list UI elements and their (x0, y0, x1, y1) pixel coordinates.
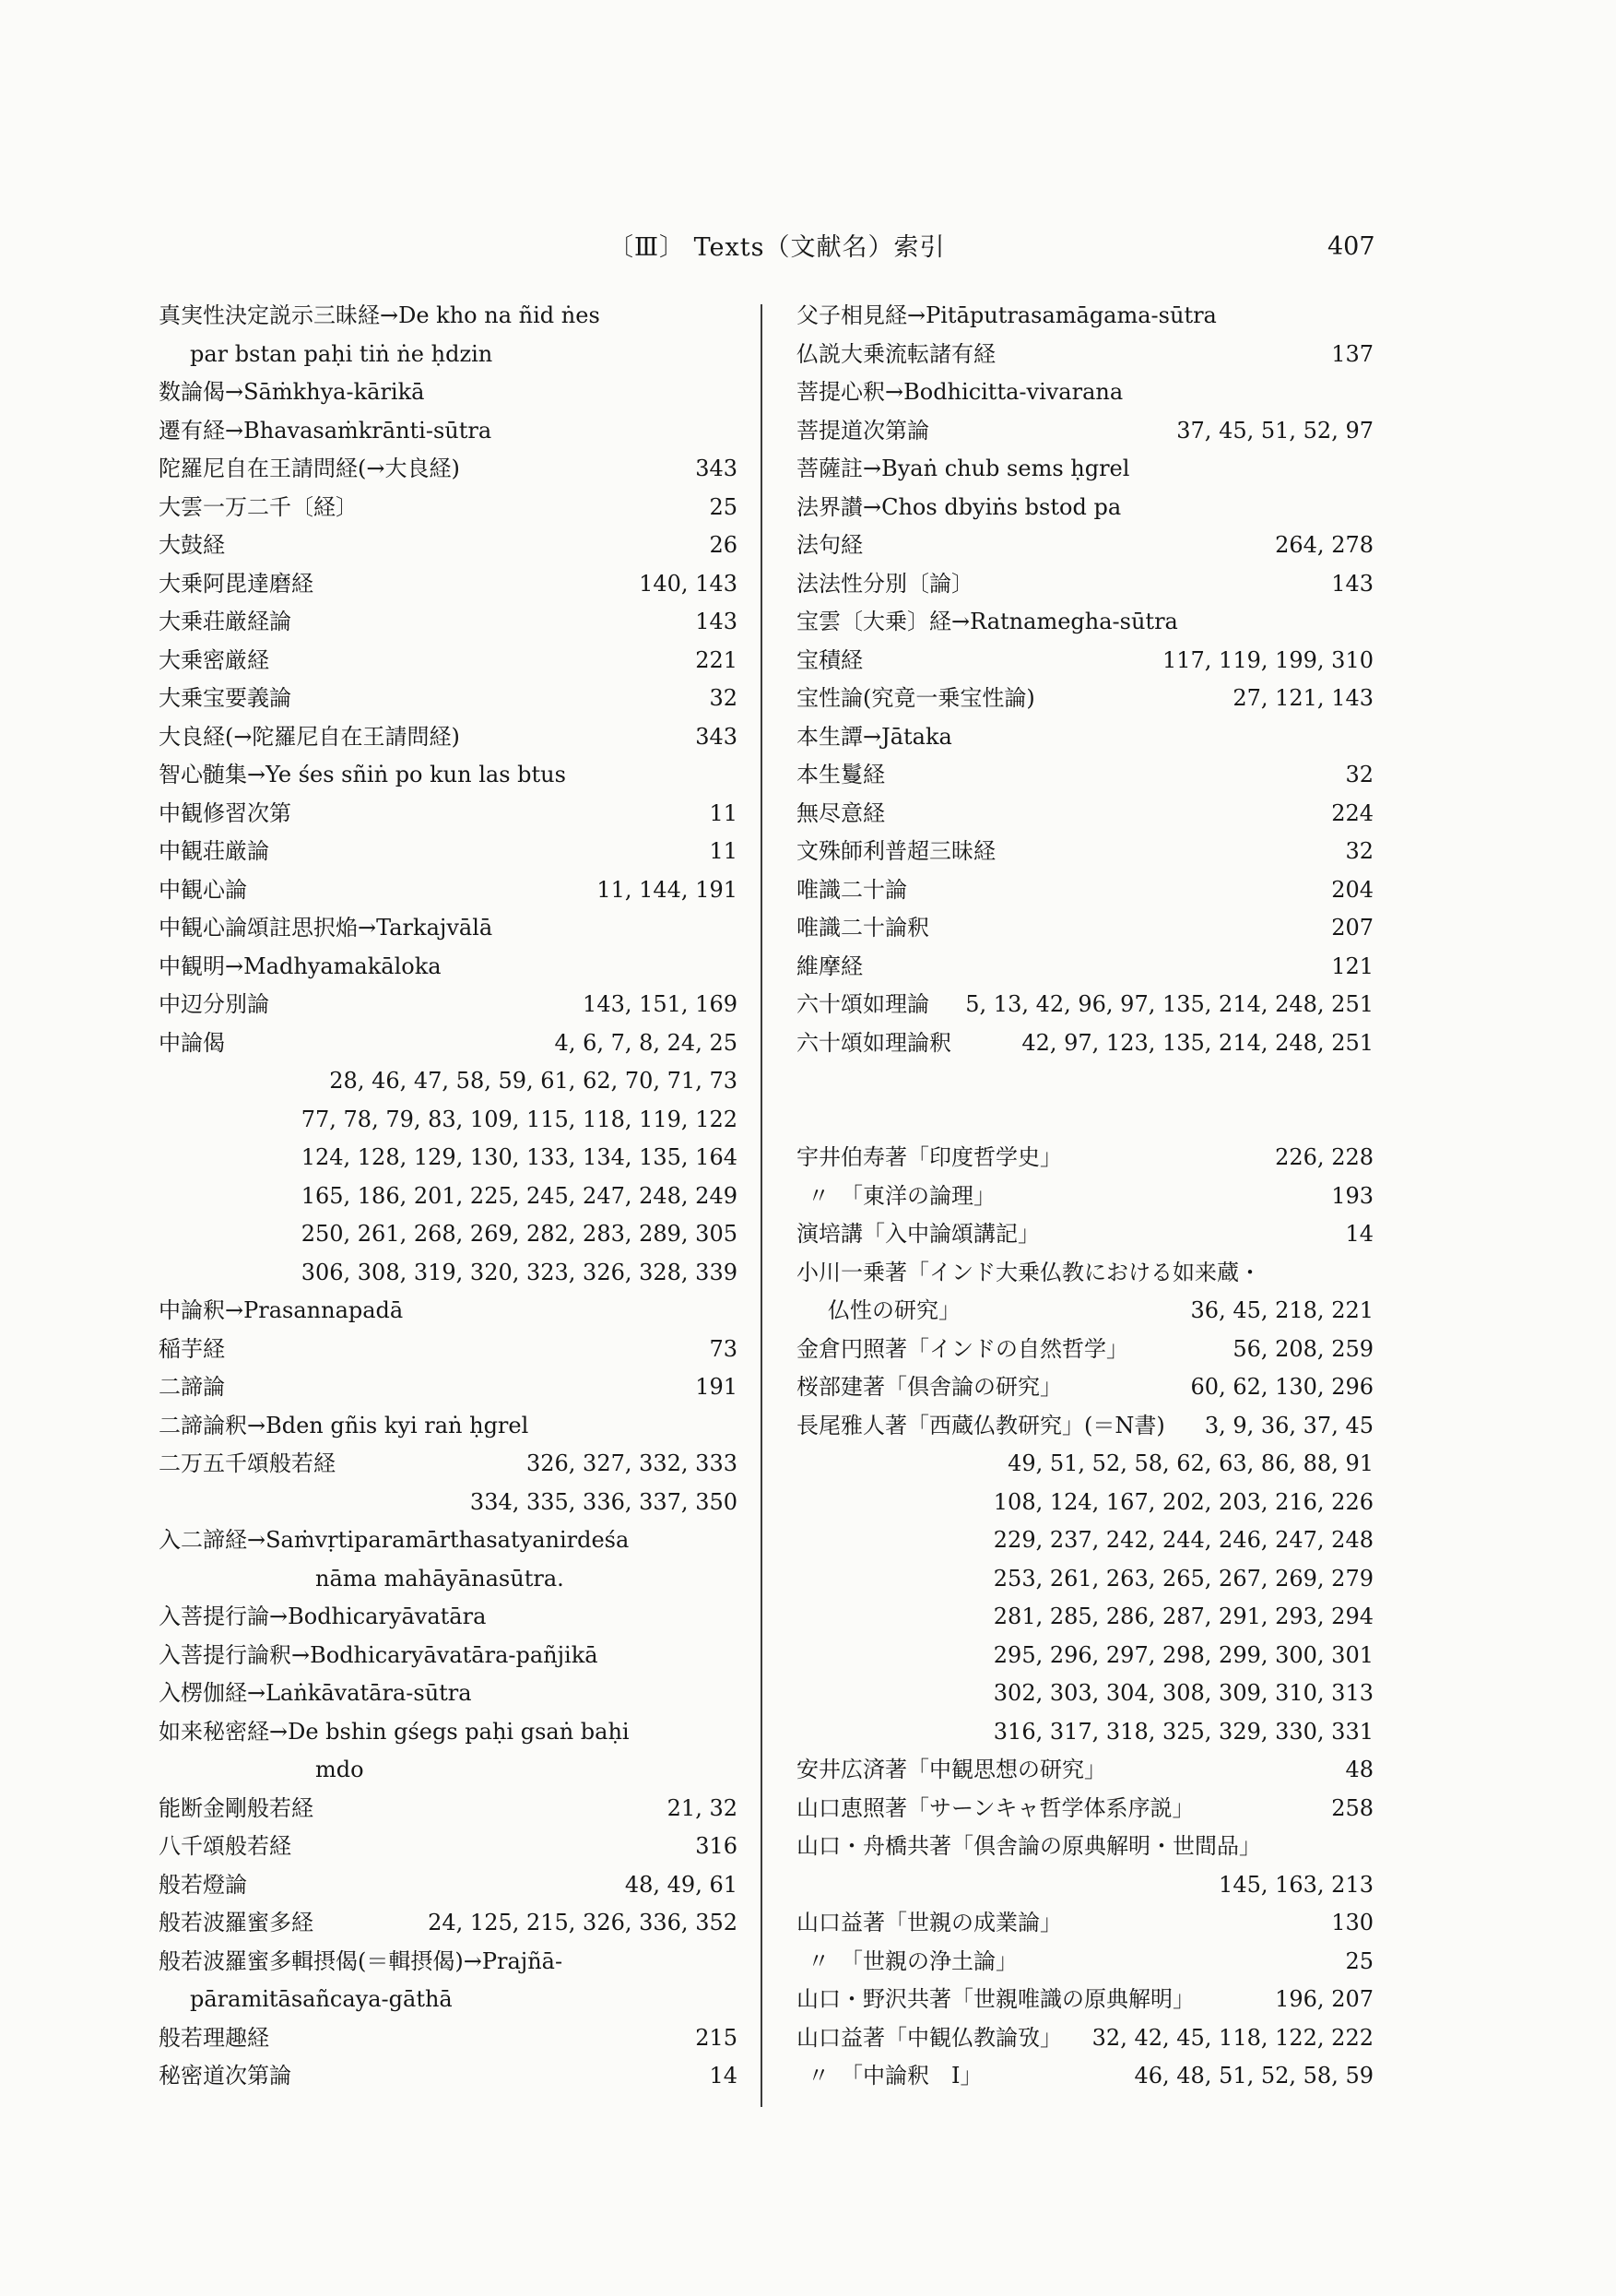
index-entry-title: 般若波羅蜜多輯摂偈(＝輯摂偈)→Prajñā- (159, 1947, 563, 1974)
index-entry-pages: 56, 208, 259 (1233, 1335, 1374, 1362)
index-entry (159, 756, 737, 795)
index-entry (796, 948, 1374, 987)
index-entry-title: 〃 「東洋の論理」 (808, 1182, 996, 1209)
index-entry (159, 948, 737, 987)
index-entry (796, 795, 1374, 834)
index-entry (159, 795, 737, 834)
index-entry-title: 中観荘厳論 (159, 838, 269, 864)
index-entry-title: 菩提道次第論 (796, 417, 929, 444)
index-entry-title: 般若理趣経 (159, 2024, 269, 2051)
index-entry-title: 宝性論(究竟一乗宝性論) (796, 685, 1035, 711)
index-entry-page-continuation: 145, 163, 213 (1219, 1871, 1374, 1898)
index-entry-title: 菩提心釈→Bodhicitta-vivarana (796, 379, 1124, 405)
index-entry (159, 833, 737, 871)
index-entry-page-continuation: 108, 124, 167, 202, 203, 216, 226 (993, 1488, 1374, 1515)
index-entry-title: 入菩提行論釈→Bodhicaryāvatāra-pañjikā (159, 1641, 598, 1668)
index-entry (159, 565, 737, 604)
index-entry (796, 1407, 1374, 1446)
index-entry-title: 六十頌如理論 (796, 991, 929, 1017)
index-entry-title: 真実性決定説示三昧経→De kho na ñid ṅes (159, 302, 600, 328)
index-entry (159, 373, 737, 412)
index-entry-title: 長尾雅人著「西蔵仏教研究」(＝N書) (796, 1412, 1165, 1438)
index-entry-pages: 73 (709, 1335, 737, 1362)
index-entry-title: 中観心論 (159, 876, 247, 903)
index-entry (796, 450, 1374, 489)
index-entry (796, 871, 1374, 910)
index-entry-title: 大良経(→陀羅尼自在王請問経) (159, 723, 460, 750)
index-entry (159, 2057, 737, 2096)
index-entry-title: 法界讃→Chos dbyiṅs bstod pa (796, 493, 1122, 520)
index-entry (796, 2057, 1374, 2096)
index-entry (159, 1904, 737, 1943)
index-entry-pages: 143 (1331, 570, 1374, 597)
index-entry (159, 871, 737, 910)
index-entry (796, 1943, 1374, 1982)
index-entry-title: 般若燈論 (159, 1871, 247, 1898)
index-entry-title: 〃 「中論釈 Ⅰ」 (808, 2063, 983, 2089)
index-entry (796, 1215, 1374, 1254)
index-entry-title: 陀羅尼自在王請問経(→大良経) (159, 456, 460, 481)
index-entry-pages: 5, 13, 42, 96, 97, 135, 214, 248, 251 (965, 991, 1374, 1017)
index-entry-title: 唯識二十論 (796, 876, 907, 903)
index-entry-title: 中論釈→Prasannapadā (159, 1297, 404, 1323)
index-entry-pages: 143 (695, 609, 737, 634)
index-entry (159, 489, 737, 527)
index-entry-pages: 60, 62, 130, 296 (1190, 1374, 1374, 1400)
index-entry-title: 山口・舟橋共著「倶舎論の原典解明・世間品」 (796, 1833, 1261, 1859)
section-gap (796, 1062, 1374, 1139)
index-entry (796, 1139, 1374, 1178)
index-entry-title: 演培講「入中論頌講記」 (796, 1221, 1040, 1247)
index-entry-pages: 343 (695, 456, 737, 481)
index-entry (159, 1637, 737, 1675)
index-entry-pages: 343 (695, 723, 737, 750)
index-entry (796, 1368, 1374, 1407)
index-entry (796, 833, 1374, 871)
index-entry-title: 本生鬘経 (796, 762, 885, 787)
index-entry-title: 父子相見経→Pitāputrasamāgama-sūtra (796, 302, 1217, 328)
index-entry-pages: 226, 228 (1275, 1144, 1374, 1170)
index-entry (796, 909, 1374, 948)
index-entry-pages: 3, 9, 36, 37, 45 (1204, 1412, 1374, 1438)
index-entry (159, 718, 737, 757)
index-entry-title: 仏性の研究」 (828, 1297, 961, 1323)
index-entry (159, 909, 737, 948)
index-entry-title: 二万五千頌般若経 (159, 1450, 336, 1476)
index-entry (796, 489, 1374, 527)
index-entry-title: 中観修習次第 (159, 799, 291, 826)
index-entry-pages: 46, 48, 51, 52, 58, 59 (1134, 2063, 1374, 2089)
column-divider (761, 304, 762, 2107)
index-entry (159, 1828, 737, 1866)
index-entry-title: 中辺分別論 (159, 991, 269, 1017)
index-entry (159, 680, 737, 718)
index-entry (159, 1675, 737, 1713)
index-entry-pages: 193 (1331, 1182, 1374, 1209)
index-entry-title: 如来秘密経→De bshin gśegs paḥi gsaṅ baḥi (159, 1718, 630, 1745)
index-entry-title: 宝雲〔大乗〕経→Ratnamegha-sūtra (796, 609, 1178, 634)
index-entry-title: 二諦論釈→Bden gñis kyi raṅ ḥgrel (159, 1412, 529, 1438)
index-entry-title: 入二諦経→Saṁvṛtiparamārthasatyanirdeśa (159, 1527, 630, 1553)
index-entry (159, 1445, 737, 1484)
index-entry (159, 642, 737, 681)
index-entry-title: 桜部建著「倶舎論の研究」 (796, 1374, 1062, 1400)
index-entry (159, 2019, 737, 2058)
index-entry-page-continuation: 229, 237, 242, 244, 246, 247, 248 (993, 1527, 1374, 1553)
index-entry-title: 無尽意経 (796, 799, 885, 826)
index-entry-title: 六十頌如理論釈 (796, 1029, 951, 1056)
page-number: 407 (1327, 232, 1375, 261)
index-entry-pages: 48 (1345, 1757, 1374, 1782)
index-entry (159, 1292, 737, 1331)
index-entry (159, 527, 737, 565)
index-entry (159, 603, 737, 642)
index-entry (796, 1331, 1374, 1369)
index-entry-page-continuation: 124, 128, 129, 130, 133, 134, 135, 164 (301, 1144, 737, 1170)
index-entry-pages: 130 (1331, 1910, 1374, 1935)
index-entry (796, 603, 1374, 642)
index-entry (796, 527, 1374, 565)
index-entry-title: 小川一乗著「インド大乗仏教における如来蔵・ (796, 1259, 1261, 1285)
index-entry-pages: 117, 119, 199, 310 (1162, 646, 1374, 673)
index-entry-pages: 326, 327, 332, 333 (525, 1450, 737, 1476)
index-entry-pages: 27, 121, 143 (1233, 685, 1374, 711)
index-entry-title: 大雲一万二千〔経〕 (159, 493, 358, 520)
index-entry-pages: 37, 45, 51, 52, 97 (1176, 417, 1374, 444)
index-entry (159, 1331, 737, 1369)
index-entry (796, 1292, 1374, 1331)
index-entry-page-continuation: 316, 317, 318, 325, 329, 330, 331 (993, 1718, 1374, 1745)
index-entry-pages: 24, 125, 215, 326, 336, 352 (428, 1910, 737, 1935)
index-entry-page-continuation: 250, 261, 268, 269, 282, 283, 289, 305 (301, 1221, 737, 1247)
index-entry-page-continuation: 295, 296, 297, 298, 299, 300, 301 (993, 1641, 1374, 1668)
index-entry (159, 1521, 737, 1560)
index-entry-title: 智心髄集→Ye śes sñiṅ po kun las btus (159, 762, 566, 787)
index-entry (159, 1713, 737, 1752)
index-entry-pages: 215 (695, 2024, 737, 2051)
index-entry-title: 文殊師利普超三昧経 (796, 838, 996, 864)
index-column-right (796, 297, 1374, 2096)
index-entry (159, 1407, 737, 1446)
index-entry-title: 入楞伽経→Laṅkāvatāra-sūtra (159, 1680, 472, 1706)
index-entry-pages: 204 (1331, 876, 1374, 903)
index-entry (796, 1024, 1374, 1063)
index-entry-pages: 25 (1345, 1947, 1374, 1974)
index-entry-title: 仏説大乗流転諸有経 (796, 340, 996, 367)
index-entry-pages: 196, 207 (1275, 1986, 1374, 2012)
index-entry-pages: 137 (1331, 340, 1374, 367)
index-entry-pages: 32, 42, 45, 118, 122, 222 (1091, 2024, 1374, 2051)
index-entry-title: 山口恵照著「サーンキャ哲学体系序説」 (796, 1794, 1195, 1821)
index-entry-title: 秘密道次第論 (159, 2063, 291, 2089)
index-entry (159, 1024, 737, 1063)
index-entry-title: 宝積経 (796, 646, 863, 673)
index-entry-pages: 221 (695, 646, 737, 673)
index-entry (796, 412, 1374, 451)
index-entry-title: 二諦論 (159, 1374, 225, 1400)
index-entry (159, 412, 737, 451)
index-entry (796, 1178, 1374, 1216)
index-entry (796, 1751, 1374, 1790)
index-entry-pages: 316 (695, 1833, 737, 1859)
index-entry-title: 中論偈 (159, 1029, 225, 1056)
index-entry (159, 1943, 737, 1982)
index-entry-pages: 14 (1345, 1221, 1374, 1247)
index-entry-pages: 26 (709, 532, 737, 558)
index-entry-page-continuation: 302, 303, 304, 308, 309, 310, 313 (993, 1680, 1374, 1706)
index-entry-pages: 258 (1331, 1794, 1374, 1821)
index-entry-title-continuation: pāramitāsañcaya-gāthā (190, 1986, 453, 2012)
page-header (0, 227, 1616, 273)
index-entry-title: 入菩提行論→Bodhicaryāvatāra (159, 1604, 487, 1629)
index-entry-title: 法法性分別〔論〕 (796, 570, 973, 597)
index-entry-pages: 143, 151, 169 (583, 991, 737, 1017)
index-entry-pages: 11 (709, 799, 737, 826)
index-column-left (159, 297, 737, 2096)
index-entry (159, 986, 737, 1024)
index-entry (796, 1904, 1374, 1943)
index-entry-title-continuation: mdo (315, 1757, 364, 1782)
index-entry-page-continuation: 28, 46, 47, 58, 59, 61, 62, 70, 71, 73 (329, 1068, 737, 1094)
page-title: 〔Ⅲ〕 Texts（文献名）索引 (608, 233, 946, 262)
index-entry (796, 565, 1374, 604)
index-entry-pages: 4, 6, 7, 8, 24, 25 (554, 1029, 737, 1056)
index-entry (159, 297, 737, 336)
index-entry-page-continuation: 77, 78, 79, 83, 109, 115, 118, 119, 122 (301, 1106, 737, 1132)
index-entry-title: 〃 「世親の浄土論」 (808, 1947, 1018, 1974)
index-entry-title: 遷有経→Bhavasaṁkrānti-sūtra (159, 417, 492, 444)
index-entry-pages: 32 (1345, 762, 1374, 787)
index-entry-pages: 224 (1331, 799, 1374, 826)
index-entry-title: par bstan paḥi tiṅ ṅe ḥdzin (190, 340, 493, 367)
index-entry-page-continuation: 334, 335, 336, 337, 350 (469, 1488, 737, 1515)
index-entry-title: 法句経 (796, 532, 863, 558)
index-entry (796, 297, 1374, 336)
index-entry (796, 986, 1374, 1024)
index-entry-pages: 32 (1345, 838, 1374, 864)
index-entry-title: 維摩経 (796, 953, 863, 979)
index-entry-pages: 42, 97, 123, 135, 214, 248, 251 (1021, 1029, 1374, 1056)
index-entry-title: 本生譚→Jātaka (796, 723, 952, 750)
index-entry-title: 数論偈→Sāṁkhya-kārikā (159, 379, 425, 405)
index-entry-title: 稲芋経 (159, 1335, 225, 1362)
index-entry-pages: 25 (709, 493, 737, 520)
index-entry (159, 450, 737, 489)
index-entry (796, 336, 1374, 374)
index-entry (159, 1866, 737, 1905)
index-entry-title: 宇井伯寿著「印度哲学史」 (796, 1144, 1062, 1170)
index-entry (796, 1254, 1374, 1293)
index-entry-title: 能断金剛般若経 (159, 1794, 313, 1821)
index-entry-title: 大乗荘厳経論 (159, 609, 291, 634)
index-entry-title: 中観明→Madhyamakāloka (159, 953, 442, 979)
index-entry-page-continuation: 306, 308, 319, 320, 323, 326, 328, 339 (301, 1259, 737, 1285)
index-entry (796, 1981, 1374, 2019)
index-entry-title: 大乗密厳経 (159, 646, 269, 673)
index-entry-page-continuation: 165, 186, 201, 225, 245, 247, 248, 249 (301, 1182, 737, 1209)
index-entry-title: 安井広済著「中観思想の研究」 (796, 1757, 1106, 1782)
index-entry-pages: 140, 143 (639, 570, 737, 597)
index-entry (796, 373, 1374, 412)
index-entry-title: 菩薩註→Byaṅ chub sems ḥgrel (796, 456, 1130, 481)
index-entry-title: 唯識二十論釈 (796, 915, 929, 941)
index-entry (796, 680, 1374, 718)
index-entry-pages: 48, 49, 61 (624, 1871, 737, 1898)
index-entry (796, 1790, 1374, 1829)
index-entry (159, 1790, 737, 1829)
index-entry-title: 山口益著「中観仏教論攷」 (796, 2024, 1062, 2051)
index-entry-page-continuation: 49, 51, 52, 58, 62, 63, 86, 88, 91 (1008, 1450, 1374, 1476)
index-entry-title: 八千頌般若経 (159, 1833, 291, 1859)
index-entry-pages: 32 (709, 685, 737, 711)
index-entry (159, 1368, 737, 1407)
index-entry (796, 1828, 1374, 1866)
index-entry-pages: 191 (695, 1374, 737, 1400)
index-entry-title: 金倉円照著「インドの自然哲学」 (796, 1335, 1128, 1362)
index-entry-pages: 11, 144, 191 (596, 876, 737, 903)
index-entry-title-continuation: nāma mahāyānasūtra. (315, 1565, 564, 1592)
index-entry-title: 大鼓経 (159, 532, 225, 558)
index-entry-pages: 21, 32 (666, 1794, 737, 1821)
index-entry (796, 2019, 1374, 2058)
index-entry (796, 756, 1374, 795)
index-entry-title: 大乗宝要義論 (159, 685, 291, 711)
index-entry-pages: 207 (1331, 915, 1374, 941)
index-entry-pages: 121 (1331, 953, 1374, 979)
index-entry (159, 1598, 737, 1637)
index-entry-page-continuation: 281, 285, 286, 287, 291, 293, 294 (993, 1604, 1374, 1629)
index-entry-title: 山口・野沢共著「世親唯識の原典解明」 (796, 1986, 1195, 2012)
index-entry (796, 642, 1374, 681)
index-entry-pages: 264, 278 (1275, 532, 1374, 558)
index-entry (796, 718, 1374, 757)
index-entry-title: 中観心論頌註思択焔→Tarkajvālā (159, 915, 493, 941)
index-entry-title: 大乗阿毘達磨経 (159, 570, 313, 597)
index-entry-page-continuation: 253, 261, 263, 265, 267, 269, 279 (993, 1565, 1374, 1592)
index-entry (159, 336, 737, 374)
index-entry-title: 山口益著「世親の成業論」 (796, 1910, 1062, 1935)
index-entry-pages: 14 (709, 2063, 737, 2089)
index-entry-title: 般若波羅蜜多経 (159, 1910, 313, 1935)
index-entry-pages: 11 (709, 838, 737, 864)
index-entry-pages: 36, 45, 218, 221 (1190, 1297, 1374, 1323)
